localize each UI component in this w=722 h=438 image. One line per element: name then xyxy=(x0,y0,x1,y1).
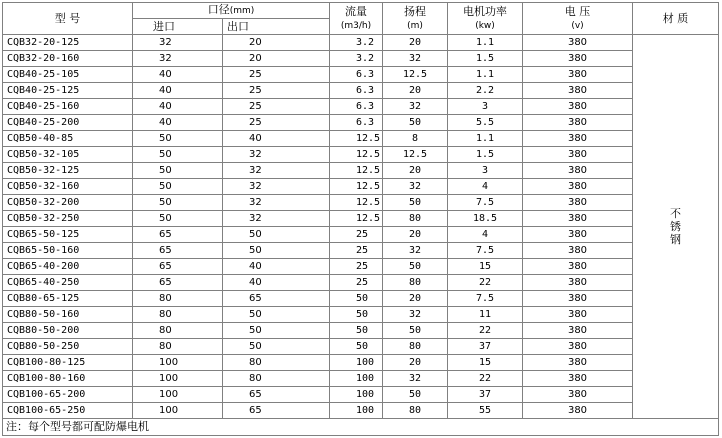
head-cell: 80 xyxy=(383,403,448,419)
table-header xyxy=(3,3,719,35)
table-row xyxy=(3,323,719,339)
inlet-cell: 65 xyxy=(133,275,223,291)
header-model: 型 号 xyxy=(3,3,133,35)
power-cell: 5.5 xyxy=(448,115,523,131)
outlet-cell: 32 xyxy=(223,195,330,211)
outlet-cell: 65 xyxy=(223,387,330,403)
header-voltage-label: 电 压 xyxy=(564,4,591,18)
table-row xyxy=(3,163,719,179)
table-row xyxy=(3,99,719,115)
table-row xyxy=(3,371,719,387)
inlet-cell: 100 xyxy=(133,387,223,403)
voltage-cell: 380 xyxy=(523,131,633,147)
inlet-cell: 80 xyxy=(133,291,223,307)
flow-cell: 100 xyxy=(330,371,383,387)
inlet-cell: 50 xyxy=(133,131,223,147)
outlet-cell: 40 xyxy=(223,259,330,275)
head-cell: 32 xyxy=(383,99,448,115)
table-row xyxy=(3,403,719,419)
flow-cell: 3.2 xyxy=(330,35,383,51)
model-cell: CQB50-40-85 xyxy=(3,131,133,147)
table-row xyxy=(3,275,719,291)
model-cell: CQB50-32-160 xyxy=(3,179,133,195)
head-cell: 50 xyxy=(383,387,448,403)
flow-cell: 6.3 xyxy=(330,67,383,83)
outlet-cell: 32 xyxy=(223,179,330,195)
header-bore xyxy=(133,3,330,19)
power-cell: 22 xyxy=(448,323,523,339)
power-cell: 1.1 xyxy=(448,67,523,83)
model-cell: CQB50-32-125 xyxy=(3,163,133,179)
outlet-cell: 65 xyxy=(223,403,330,419)
header-flow-unit: (m3/h) xyxy=(340,20,372,31)
power-cell: 15 xyxy=(448,355,523,371)
outlet-cell: 32 xyxy=(223,147,330,163)
header-bore-label: 口径 xyxy=(207,3,230,16)
model-cell: CQB50-32-105 xyxy=(3,147,133,163)
voltage-cell: 380 xyxy=(523,323,633,339)
flow-cell: 6.3 xyxy=(330,99,383,115)
head-cell: 20 xyxy=(383,83,448,99)
model-cell: CQB40-25-160 xyxy=(3,99,133,115)
header-bore-unit: (mm) xyxy=(229,6,255,16)
model-cell: CQB50-32-250 xyxy=(3,211,133,227)
power-cell: 15 xyxy=(448,259,523,275)
inlet-cell: 50 xyxy=(133,195,223,211)
power-cell: 37 xyxy=(448,387,523,403)
head-cell: 12.5 xyxy=(383,147,448,163)
voltage-cell: 380 xyxy=(523,67,633,83)
outlet-cell: 80 xyxy=(223,355,330,371)
head-cell: 32 xyxy=(383,243,448,259)
flow-cell: 25 xyxy=(330,227,383,243)
model-cell: CQB32-20-125 xyxy=(3,35,133,51)
model-cell: CQB80-50-250 xyxy=(3,339,133,355)
power-cell: 3 xyxy=(448,163,523,179)
voltage-cell: 380 xyxy=(523,179,633,195)
outlet-cell: 25 xyxy=(223,83,330,99)
power-cell: 22 xyxy=(448,371,523,387)
material-char: 不 xyxy=(670,207,681,220)
spec-table-container xyxy=(2,2,718,436)
flow-cell: 50 xyxy=(330,291,383,307)
flow-cell: 12.5 xyxy=(330,179,383,195)
outlet-cell: 20 xyxy=(223,35,330,51)
header-power-unit: (kw) xyxy=(475,20,495,31)
header-voltage-unit: (v) xyxy=(571,20,584,31)
power-cell: 4 xyxy=(448,179,523,195)
power-cell: 4 xyxy=(448,227,523,243)
voltage-cell: 380 xyxy=(523,291,633,307)
model-cell: CQB40-25-105 xyxy=(3,67,133,83)
flow-cell: 6.3 xyxy=(330,115,383,131)
table-row xyxy=(3,291,719,307)
header-head xyxy=(383,3,448,35)
table-row xyxy=(3,115,719,131)
outlet-cell: 50 xyxy=(223,339,330,355)
outlet-cell: 50 xyxy=(223,323,330,339)
model-cell: CQB65-50-160 xyxy=(3,243,133,259)
power-cell: 2.2 xyxy=(448,83,523,99)
voltage-cell: 380 xyxy=(523,339,633,355)
table-row xyxy=(3,147,719,163)
inlet-cell: 65 xyxy=(133,227,223,243)
flow-cell: 100 xyxy=(330,403,383,419)
inlet-cell: 50 xyxy=(133,163,223,179)
table-row xyxy=(3,179,719,195)
header-power xyxy=(448,3,523,35)
model-cell: CQB32-20-160 xyxy=(3,51,133,67)
voltage-cell: 380 xyxy=(523,275,633,291)
table-row xyxy=(3,339,719,355)
model-cell: CQB100-65-250 xyxy=(3,403,133,419)
table-row xyxy=(3,195,719,211)
header-head-label: 扬程 xyxy=(404,4,426,18)
flow-cell: 6.3 xyxy=(330,83,383,99)
outlet-cell: 40 xyxy=(223,275,330,291)
inlet-cell: 100 xyxy=(133,403,223,419)
flow-cell: 3.2 xyxy=(330,51,383,67)
header-voltage xyxy=(523,3,633,35)
inlet-cell: 80 xyxy=(133,323,223,339)
outlet-cell: 50 xyxy=(223,307,330,323)
table-row xyxy=(3,51,719,67)
power-cell: 1.5 xyxy=(448,51,523,67)
outlet-cell: 25 xyxy=(223,67,330,83)
outlet-cell: 65 xyxy=(223,291,330,307)
voltage-cell: 380 xyxy=(523,163,633,179)
voltage-cell: 380 xyxy=(523,387,633,403)
table-row xyxy=(3,83,719,99)
power-cell: 7.5 xyxy=(448,195,523,211)
model-cell: CQB65-40-250 xyxy=(3,275,133,291)
table-row xyxy=(3,131,719,147)
outlet-cell: 25 xyxy=(223,115,330,131)
flow-cell: 50 xyxy=(330,307,383,323)
model-cell: CQB65-50-125 xyxy=(3,227,133,243)
flow-cell: 25 xyxy=(330,259,383,275)
inlet-cell: 32 xyxy=(133,51,223,67)
model-cell: CQB80-65-125 xyxy=(3,291,133,307)
model-cell: CQB40-25-125 xyxy=(3,83,133,99)
inlet-cell: 65 xyxy=(133,259,223,275)
power-cell: 7.5 xyxy=(448,291,523,307)
outlet-cell: 50 xyxy=(223,227,330,243)
head-cell: 32 xyxy=(383,307,448,323)
material-cell xyxy=(633,35,719,419)
table-row xyxy=(3,35,719,51)
inlet-cell: 65 xyxy=(133,243,223,259)
power-cell: 37 xyxy=(448,339,523,355)
flow-cell: 12.5 xyxy=(330,131,383,147)
voltage-cell: 380 xyxy=(523,195,633,211)
voltage-cell: 380 xyxy=(523,371,633,387)
flow-cell: 12.5 xyxy=(330,147,383,163)
model-cell: CQB40-25-200 xyxy=(3,115,133,131)
outlet-cell: 20 xyxy=(223,51,330,67)
outlet-cell: 40 xyxy=(223,131,330,147)
outlet-cell: 50 xyxy=(223,243,330,259)
outlet-cell: 80 xyxy=(223,371,330,387)
voltage-cell: 380 xyxy=(523,115,633,131)
model-cell: CQB100-80-125 xyxy=(3,355,133,371)
inlet-cell: 40 xyxy=(133,115,223,131)
voltage-cell: 380 xyxy=(523,259,633,275)
inlet-cell: 100 xyxy=(133,355,223,371)
table-row xyxy=(3,67,719,83)
material-char: 锈 xyxy=(670,220,681,233)
voltage-cell: 380 xyxy=(523,99,633,115)
table-body xyxy=(3,35,719,419)
power-cell: 1.5 xyxy=(448,147,523,163)
header-flow xyxy=(330,3,383,35)
head-cell: 20 xyxy=(383,163,448,179)
head-cell: 80 xyxy=(383,339,448,355)
flow-cell: 12.5 xyxy=(330,163,383,179)
head-cell: 80 xyxy=(383,275,448,291)
voltage-cell: 380 xyxy=(523,243,633,259)
table-row xyxy=(3,211,719,227)
flow-cell: 25 xyxy=(330,243,383,259)
flow-cell: 12.5 xyxy=(330,211,383,227)
voltage-cell: 380 xyxy=(523,51,633,67)
inlet-cell: 50 xyxy=(133,179,223,195)
inlet-cell: 32 xyxy=(133,35,223,51)
head-cell: 50 xyxy=(383,195,448,211)
flow-cell: 12.5 xyxy=(330,195,383,211)
power-cell: 11 xyxy=(448,307,523,323)
inlet-cell: 50 xyxy=(133,211,223,227)
voltage-cell: 380 xyxy=(523,355,633,371)
table-row xyxy=(3,227,719,243)
model-cell: CQB80-50-200 xyxy=(3,323,133,339)
flow-cell: 100 xyxy=(330,387,383,403)
footnote: 注：每个型号都可配防爆电机 xyxy=(2,419,719,436)
head-cell: 20 xyxy=(383,227,448,243)
model-cell: CQB100-80-160 xyxy=(3,371,133,387)
table-row xyxy=(3,307,719,323)
outlet-cell: 25 xyxy=(223,99,330,115)
model-cell: CQB50-32-200 xyxy=(3,195,133,211)
head-cell: 32 xyxy=(383,179,448,195)
head-cell: 8 xyxy=(383,131,448,147)
table-row xyxy=(3,259,719,275)
power-cell: 22 xyxy=(448,275,523,291)
model-cell: CQB80-50-160 xyxy=(3,307,133,323)
header-power-label: 电机功率 xyxy=(463,4,507,18)
inlet-cell: 80 xyxy=(133,339,223,355)
voltage-cell: 380 xyxy=(523,83,633,99)
pump-spec-table xyxy=(2,2,719,419)
table-row xyxy=(3,355,719,371)
head-cell: 32 xyxy=(383,371,448,387)
power-cell: 18.5 xyxy=(448,211,523,227)
power-cell: 1.1 xyxy=(448,131,523,147)
material-char: 钢 xyxy=(670,233,681,246)
power-cell: 55 xyxy=(448,403,523,419)
voltage-cell: 380 xyxy=(523,307,633,323)
header-outlet: 出口 xyxy=(223,19,330,35)
flow-cell: 25 xyxy=(330,275,383,291)
header-head-unit: (m) xyxy=(407,20,423,31)
head-cell: 20 xyxy=(383,355,448,371)
header-flow-label: 流量 xyxy=(345,4,367,18)
voltage-cell: 380 xyxy=(523,227,633,243)
inlet-cell: 40 xyxy=(133,99,223,115)
inlet-cell: 80 xyxy=(133,307,223,323)
header-material: 材 质 xyxy=(633,3,719,35)
flow-cell: 50 xyxy=(330,339,383,355)
model-cell: CQB65-40-200 xyxy=(3,259,133,275)
power-cell: 7.5 xyxy=(448,243,523,259)
head-cell: 50 xyxy=(383,115,448,131)
inlet-cell: 100 xyxy=(133,371,223,387)
head-cell: 20 xyxy=(383,291,448,307)
head-cell: 32 xyxy=(383,51,448,67)
voltage-cell: 380 xyxy=(523,211,633,227)
outlet-cell: 32 xyxy=(223,211,330,227)
table-row xyxy=(3,387,719,403)
outlet-cell: 32 xyxy=(223,163,330,179)
power-cell: 3 xyxy=(448,99,523,115)
voltage-cell: 380 xyxy=(523,147,633,163)
inlet-cell: 40 xyxy=(133,67,223,83)
head-cell: 12.5 xyxy=(383,67,448,83)
voltage-cell: 380 xyxy=(523,35,633,51)
header-inlet: 进口 xyxy=(133,19,223,35)
model-cell: CQB100-65-200 xyxy=(3,387,133,403)
inlet-cell: 50 xyxy=(133,147,223,163)
flow-cell: 100 xyxy=(330,355,383,371)
head-cell: 80 xyxy=(383,211,448,227)
head-cell: 50 xyxy=(383,259,448,275)
power-cell: 1.1 xyxy=(448,35,523,51)
table-row xyxy=(3,243,719,259)
head-cell: 50 xyxy=(383,323,448,339)
inlet-cell: 40 xyxy=(133,83,223,99)
voltage-cell: 380 xyxy=(523,403,633,419)
flow-cell: 50 xyxy=(330,323,383,339)
head-cell: 20 xyxy=(383,35,448,51)
